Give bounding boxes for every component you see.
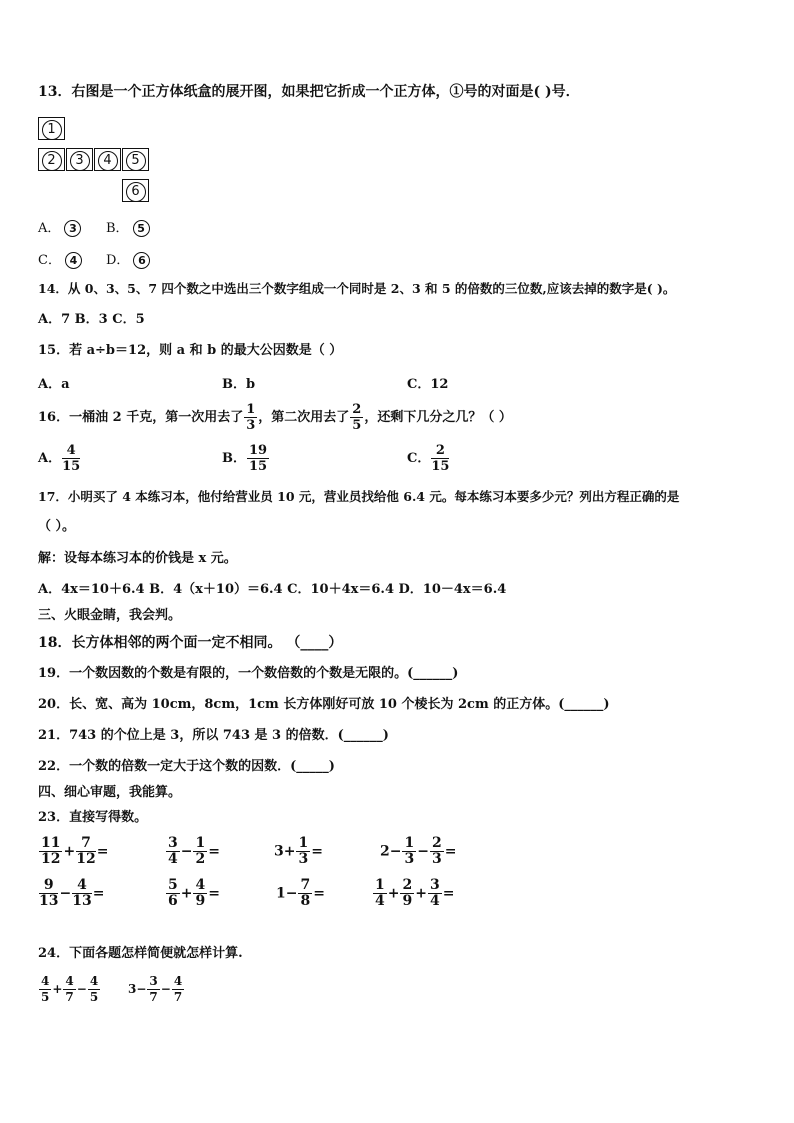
question-16: 16．一桶油 2 千克，第一次用去了 $\frac{1}{3}$ ，第二次用去了 $\frac{2}{5}$ ，还剩下几分之几？（ ） [38,402,512,433]
q14-options[interactable]: A．7 B．3 C．5 [38,312,145,327]
q23-expression-8: $\frac{1}{4}$ + $\frac{2}{9}$ + $\frac{3}{4}$ = [375,877,455,909]
net-face-6: 6 [122,179,149,202]
net-face-5: 5 [122,148,149,171]
question-20: 20．长、宽、高为 10cm，8cm，1cm 长方体刚好可放 10 个棱长为 2cm 的正方体。(______) [38,697,610,712]
cube-net-figure [38,117,154,203]
q23-expression-6: $\frac{5}{6}$ + $\frac{4}{9}$ = [168,877,220,909]
q13-option-c[interactable]: C． 4 [38,249,82,269]
q15-option-b[interactable]: B．b [222,377,256,392]
net-face-1: 1 [38,117,65,140]
question-24: 24．下面各题怎样简便就怎样计算. [38,946,243,961]
section-4-heading: 四、细心审题，我能算。 [38,785,182,800]
q23-expression-2: $\frac{3}{4}$ − $\frac{1}{2}$ = [168,835,220,867]
q17-solution: 解：设每本练习本的价钱是 x 元。 [38,551,237,566]
net-face-2: 2 [38,148,65,171]
q17-options[interactable]: A．4x＝10＋6.4 B．4（x＋10）＝6.4 C．10＋4x＝6.4 D．10－4x＝6.4 [38,582,507,597]
q16-option-a[interactable]: A． $\frac{4}{15}$ [38,443,81,474]
q23-expression-5: $\frac{9}{13}$ − $\frac{4}{13}$ = [39,877,105,909]
question-22: 22．一个数的倍数一定大于这个数的因数．(_____) [38,759,335,774]
fraction: $\frac{2}{5}$ [352,402,362,433]
q13-option-d[interactable]: D． 6 [106,249,150,269]
question-15: 15．若 a÷b＝12，则 a 和 b 的最大公因数是（ ） [38,343,343,358]
q23-expression-3: 3+ $\frac{1}{3}$ = [274,835,323,867]
q24-expression-2: 3− $\frac{3}{7}$ − $\frac{4}{7}$ [128,974,183,1004]
question-17: 17．小明买了 4 本练习本，他付给营业员 10 元，营业员找给他 6.4 元。每本练习本要多少元？列出方程正确的是 [38,489,680,504]
question-19: 19．一个数因数的个数是有限的，一个数倍数的个数是无限的。(______) [38,666,459,681]
q13-option-a[interactable]: A． 3 [38,217,81,237]
q23-expression-7: 1− $\frac{7}{8}$ = [276,877,325,909]
question-23: 23．直接写得数。 [38,810,148,825]
q23-expression-4: 2− $\frac{1}{3}$ − $\frac{2}{3}$ = [380,835,457,867]
question-21: 21．743 的个位上是 3，所以 743 是 3 的倍数．(______) [38,728,389,743]
question-14: 14．从 0、3、5、7 四个数之中选出三个数字组成一个同时是 2、3 和 5 的倍数的三位数,应该去掉的数字是( )。 [38,281,676,296]
q15-option-a[interactable]: A．a [38,377,70,392]
fraction: $\frac{1}{3}$ [246,402,256,433]
net-face-3: 3 [66,148,93,171]
net-face-4: 4 [94,148,121,171]
question-17-blank: （ ）。 [38,519,76,534]
section-3-heading: 三、火眼金睛，我会判。 [38,608,182,623]
question-18: 18．长方体相邻的两个面一定不相同。 （____） [38,635,343,651]
q16-option-c[interactable]: C． $\frac{2}{15}$ [407,443,450,474]
question-13: 13．右图是一个正方体纸盒的展开图，如果把它折成一个正方体，①号的对面是( )号． [38,84,580,100]
q23-expression-1: $\frac{11}{12}$ + $\frac{7}{12}$ = [41,835,109,867]
q15-option-c[interactable]: C．12 [407,377,449,392]
q16-option-b[interactable]: B． $\frac{19}{15}$ [222,443,268,474]
q13-option-b[interactable]: B． 5 [106,217,150,237]
q24-expression-1: $\frac{4}{5}$ + $\frac{4}{7}$ − $\frac{4}{5}$ [41,974,99,1004]
